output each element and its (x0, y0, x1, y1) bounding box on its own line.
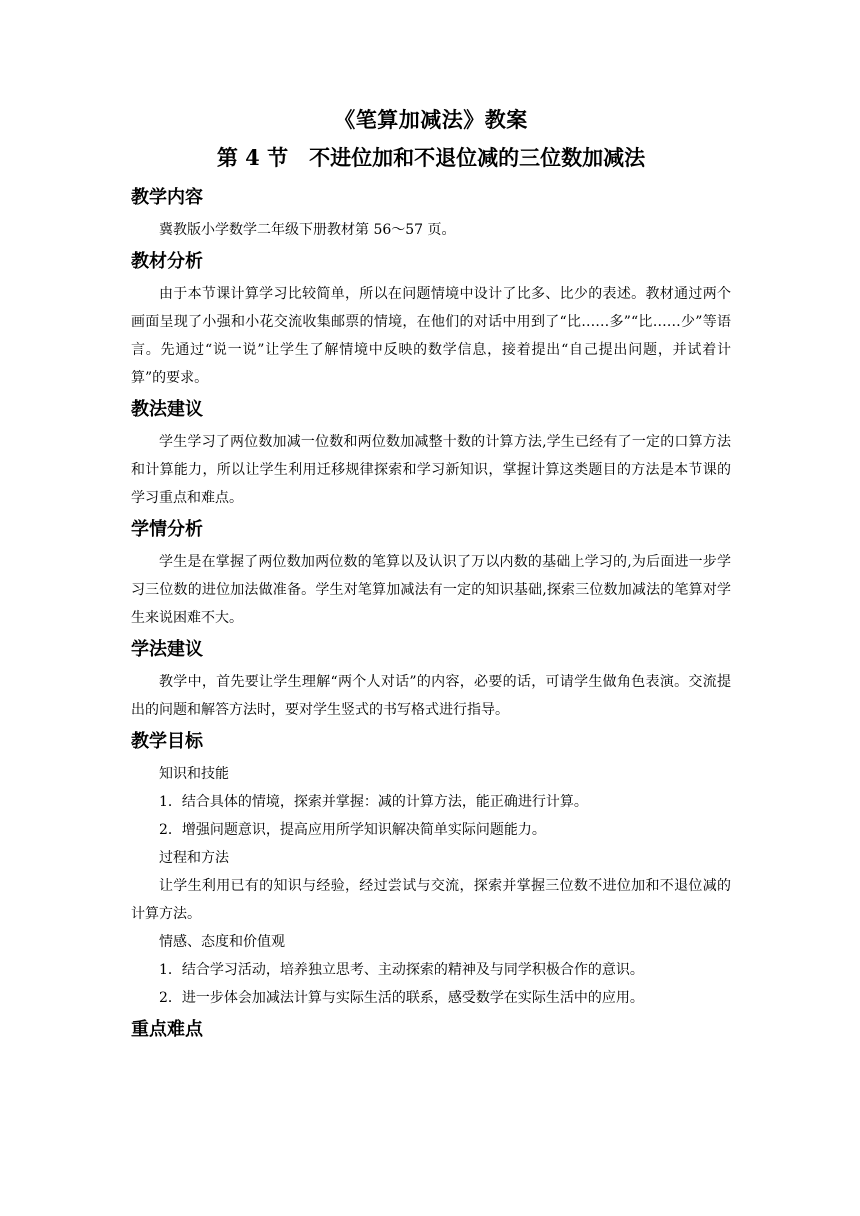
goal-item: 1．结合学习活动，培养独立思考、主动探索的精神及与同学积极合作的意识。 (159, 962, 644, 978)
section-key-difficulties (131, 1016, 731, 1044)
section-teaching-suggestions (131, 396, 731, 512)
section-student-analysis (131, 516, 731, 632)
document-content (131, 104, 731, 1048)
goal-item: 2．进一步体会加减法计算与实际生活的联系，感受数学在实际生活中的应用。 (159, 990, 644, 1006)
section-textbook-analysis (131, 248, 731, 392)
section-learning-suggestions (131, 636, 731, 724)
document-title: 《笔算加减法》教案 (334, 107, 528, 132)
section-heading: 教学目标 (131, 731, 203, 752)
section-teaching-content (131, 184, 731, 244)
section-paragraph: 冀教版小学数学二年级下册教材第 56～57 页。 (159, 222, 456, 238)
section-teaching-goals (131, 728, 731, 1012)
goal-category-label: 情感、态度和价值观 (159, 934, 285, 950)
goal-item: 1．结合具体的情境，探索并掌握：减的计算方法，能正确进行计算。 (159, 794, 588, 810)
section-heading: 教材分析 (131, 251, 203, 272)
section-paragraph: 由于本节课计算学习比较简单，所以在问题情境中设计了比多、比少的表述。教材通过两个画面呈现了小强和小花交流收集邮票的情境，在他们的对话中用到了“比……多”“比……少”等语言。先通过“说一说”让学生了解情境中反映的数学信息，接着提出“自己提出问题，并试着计算”的要求。 (131, 286, 731, 386)
goal-category-label: 过程和方法 (159, 850, 229, 866)
section-paragraph: 学生学习了两位数加减一位数和两位数加减整十数的计算方法,学生已经有了一定的口算方法和计算能力，所以让学生利用迁移规律探索和学习新知识，掌握计算这类题目的方法是本节课的学习重点和难点。 (131, 434, 731, 506)
section-heading: 教法建议 (131, 399, 203, 420)
document-subtitle: 第 4 节 不进位加和不退位减的三位数加减法 (216, 145, 646, 170)
goal-item: 2．增强问题意识，提高应用所学知识解决简单实际问题能力。 (159, 822, 546, 838)
section-heading: 重点难点 (131, 1019, 203, 1040)
section-heading: 学法建议 (131, 639, 203, 660)
goal-category-label: 知识和技能 (159, 766, 229, 782)
section-paragraph: 学生是在掌握了两位数加两位数的笔算以及认识了万以内数的基础上学习的,为后面进一步学习三位数的进位加法做准备。学生对笔算加减法有一定的知识基础,探索三位数加减法的笔算对学生来说困难不大。 (131, 554, 731, 626)
goal-paragraph: 让学生利用已有的知识与经验，经过尝试与交流，探索并掌握三位数不进位加和不退位减的计算方法。 (131, 878, 731, 922)
section-heading: 学情分析 (131, 519, 203, 540)
section-paragraph: 教学中，首先要让学生理解“两个人对话”的内容，必要的话，可请学生做角色表演。交流提出的问题和解答方法时，要对学生竖式的书写格式进行指导。 (131, 674, 731, 718)
section-heading: 教学内容 (131, 187, 203, 208)
